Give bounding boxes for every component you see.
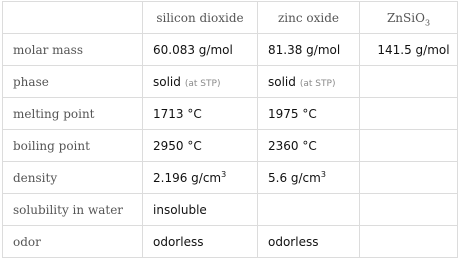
table-row (3, 34, 458, 66)
cell-silicon-dioxide: 1713 °C (143, 98, 258, 130)
header-silicon-dioxide: silicon dioxide (143, 2, 258, 34)
cell-znsio3 (360, 226, 458, 258)
cell-note: (at STP) (299, 78, 336, 89)
row-label: solubility in water (3, 194, 143, 226)
row-label: boiling point (3, 130, 143, 162)
row-label: melting point (3, 98, 143, 130)
header-znsio3-formula: ZnSiO (386, 10, 425, 25)
cell-znsio3 (360, 66, 458, 98)
cell-zinc-oxide: 81.38 g/mol (258, 34, 360, 66)
cell-silicon-dioxide (143, 66, 258, 98)
header-corner (3, 2, 143, 34)
row-label: density (3, 162, 143, 194)
cell-zinc-oxide: 1975 °C (258, 98, 360, 130)
cell-silicon-dioxide: 2950 °C (143, 130, 258, 162)
cell-superscript: 3 (221, 169, 227, 179)
cell-zinc-oxide (258, 66, 360, 98)
cell-silicon-dioxide (143, 162, 258, 194)
cell-silicon-dioxide: odorless (143, 226, 258, 258)
cell-zinc-oxide: 2360 °C (258, 130, 360, 162)
table-row (3, 66, 458, 98)
table-row (3, 226, 458, 258)
table-row (3, 98, 458, 130)
cell-zinc-oxide (258, 194, 360, 226)
cell-zinc-oxide (258, 162, 360, 194)
cell-value: solid (153, 74, 181, 89)
header-znsio3 (360, 2, 458, 34)
table-row (3, 162, 458, 194)
cell-value: 5.6 g/cm (268, 170, 321, 185)
header-zinc-oxide: zinc oxide (258, 2, 360, 34)
cell-zinc-oxide: odorless (258, 226, 360, 258)
cell-znsio3 (360, 194, 458, 226)
header-znsio3-subscript: 3 (424, 17, 431, 27)
cell-silicon-dioxide: 60.083 g/mol (143, 34, 258, 66)
cell-znsio3 (360, 162, 458, 194)
cell-znsio3 (360, 98, 458, 130)
cell-superscript: 3 (320, 169, 326, 179)
properties-table (2, 1, 458, 258)
cell-znsio3: 141.5 g/mol (360, 34, 458, 66)
table-header-row (3, 2, 458, 34)
cell-value: solid (268, 74, 296, 89)
table-row (3, 130, 458, 162)
cell-note: (at STP) (184, 78, 221, 89)
row-label: phase (3, 66, 143, 98)
row-label: molar mass (3, 34, 143, 66)
row-label: odor (3, 226, 143, 258)
cell-znsio3 (360, 130, 458, 162)
cell-value: 2.196 g/cm (153, 170, 222, 185)
cell-silicon-dioxide: insoluble (143, 194, 258, 226)
table-row (3, 194, 458, 226)
